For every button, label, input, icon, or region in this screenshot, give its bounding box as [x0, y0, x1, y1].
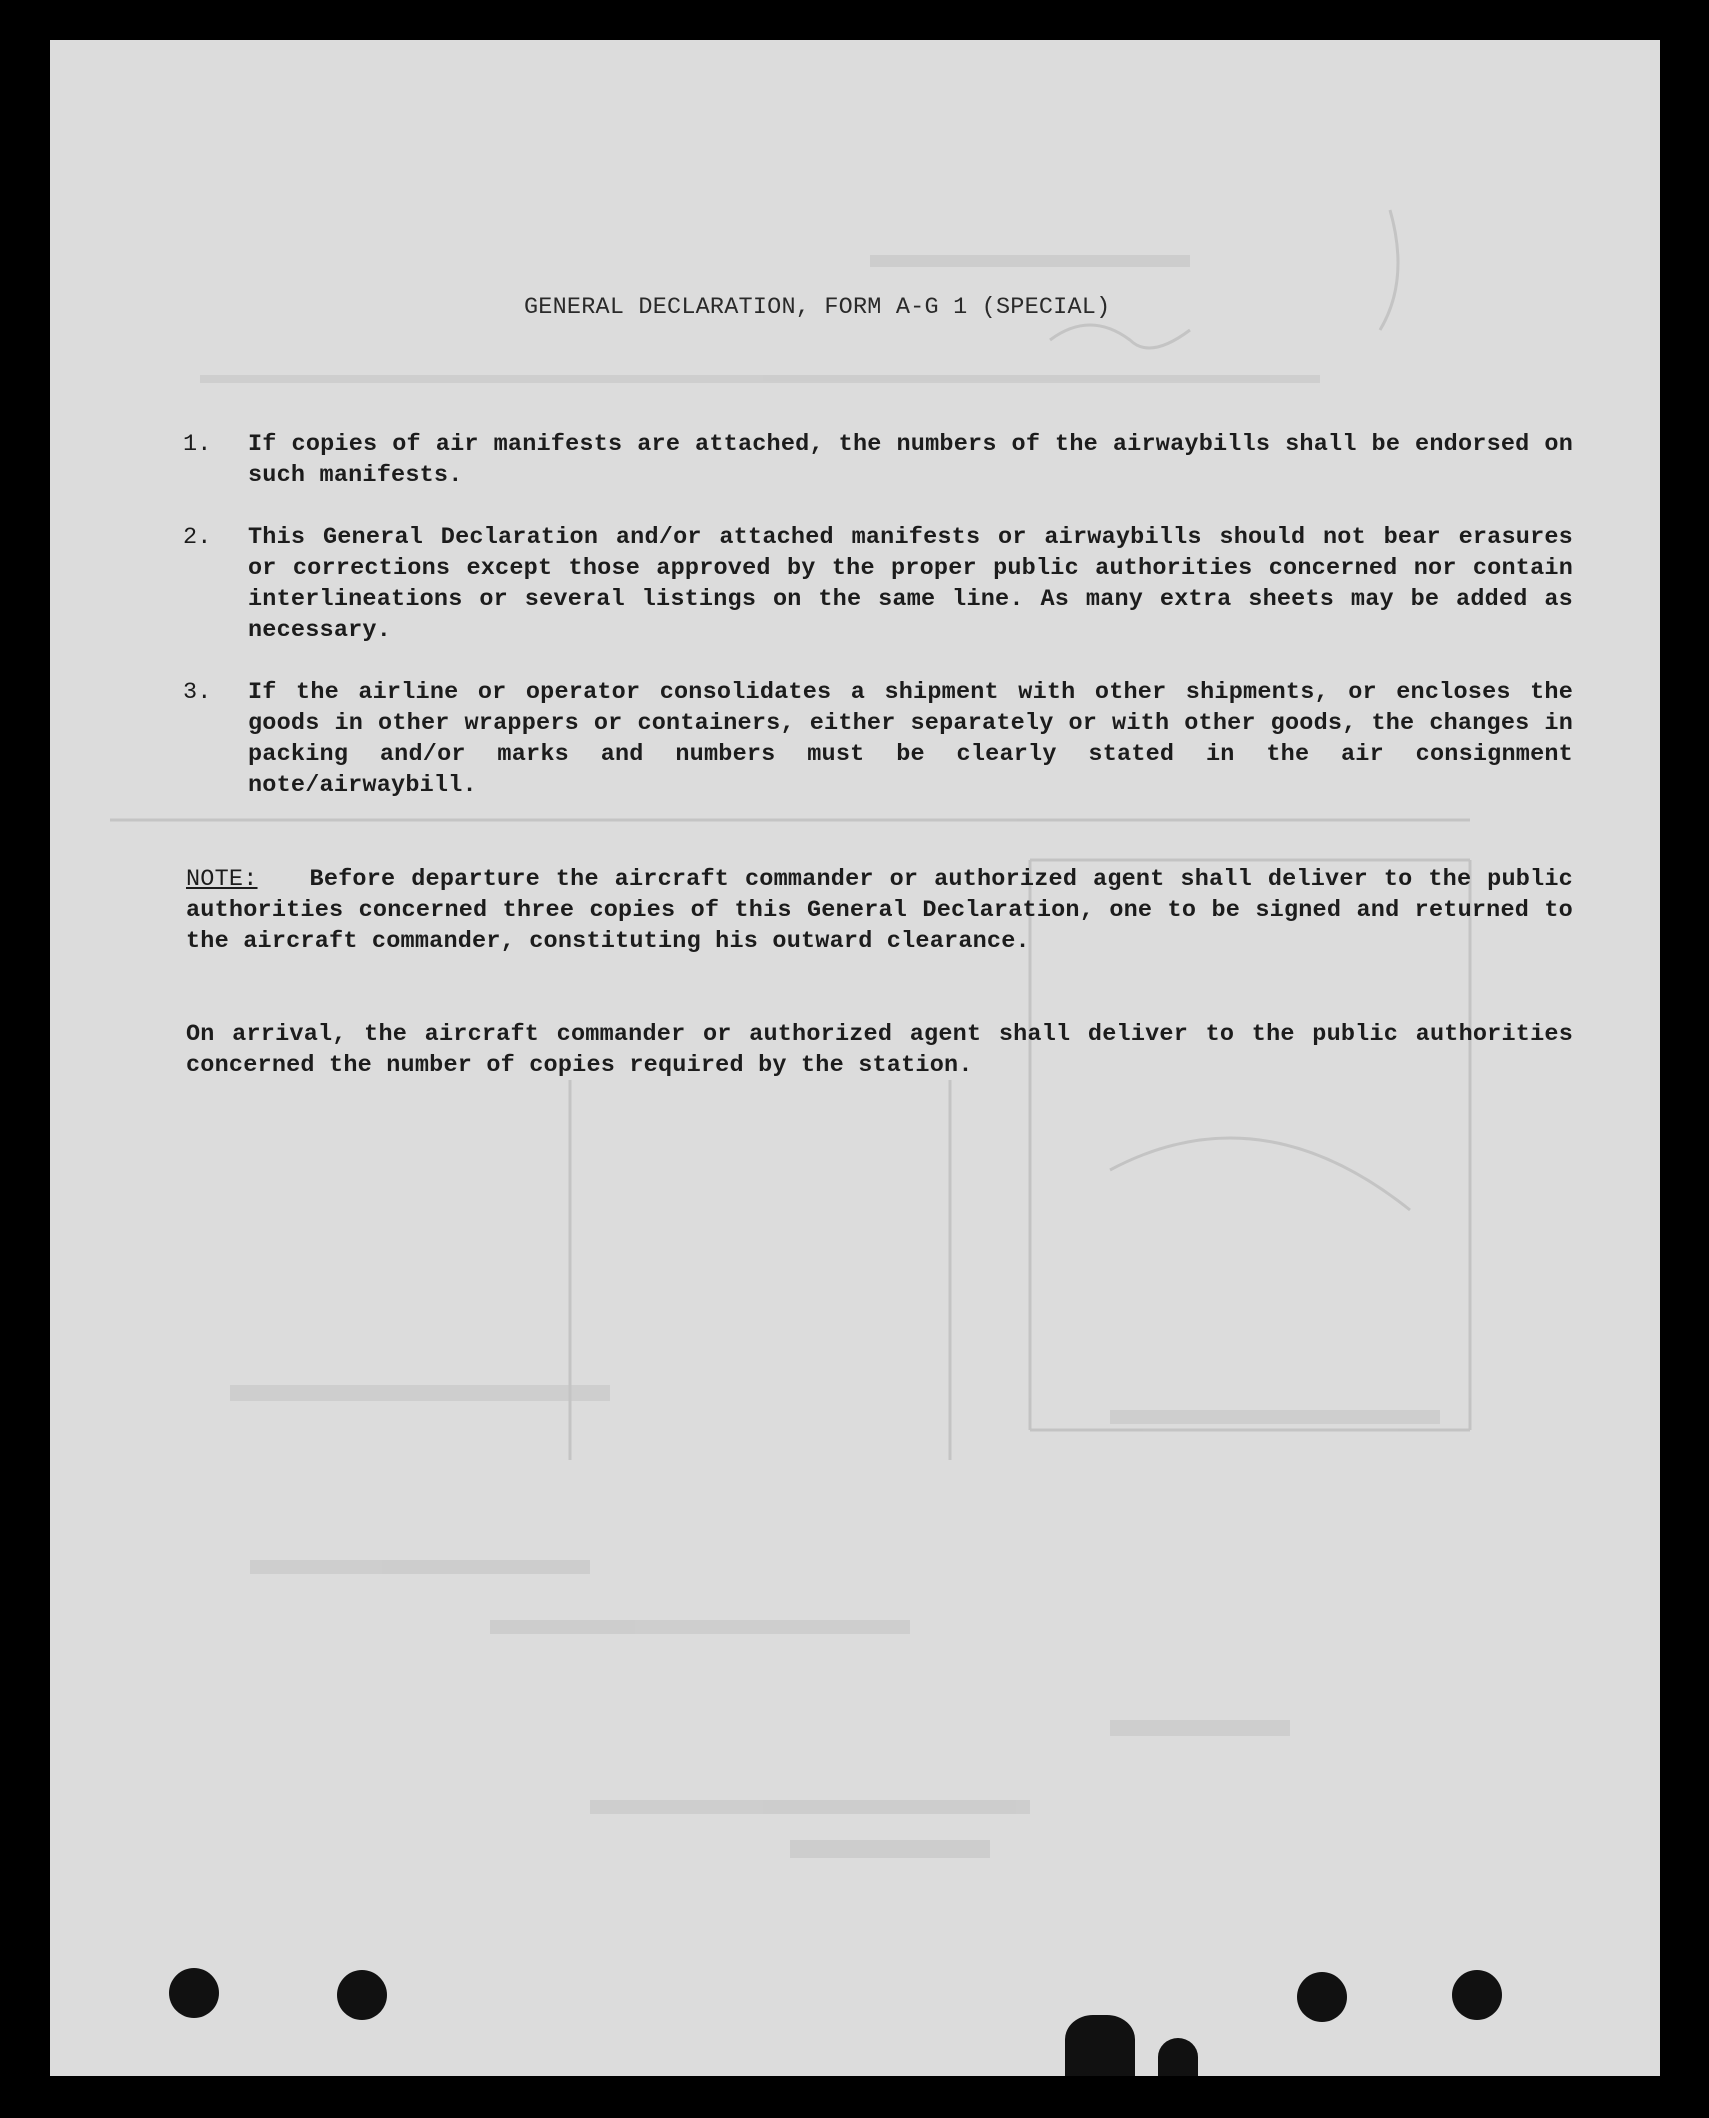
note-label: NOTE:	[186, 866, 258, 893]
list-item-text: If copies of air manifests are attached, the numbers of the airwaybills shall be endorsed on such manifests.	[248, 431, 1573, 489]
punch-hole	[337, 1970, 387, 2020]
punch-hole	[169, 1968, 219, 2018]
arrival-text: On arrival, the aircraft commander or authorized agent shall deliver to the public authorities concerned the number of copies required by the station.	[186, 1021, 1573, 1079]
binder-clip-shadow	[1065, 2015, 1135, 2076]
punch-hole	[1297, 1972, 1347, 2022]
binder-clip-shadow	[1158, 2038, 1198, 2076]
note-paragraph	[186, 864, 1573, 957]
list-item-number: 2.	[183, 524, 212, 551]
list-item-text: This General Declaration and/or attached manifests or airwaybills should not bear erasures or corrections except those approved by the proper public authorities concerned nor contain interlineations or several listings on the same line. As many extra sheets may be added as necessary.	[248, 524, 1573, 644]
document-page	[50, 40, 1660, 2076]
arrival-paragraph	[186, 1019, 1573, 1081]
list-item-text: If the airline or operator consolidates a shipment with other shipments, or encloses the goods in other wrappers or containers, either separately or with other goods, the changes in packing and/or marks and numbers must be clearly stated in the air consignment note/airwaybill.	[248, 679, 1573, 799]
list-item-number: 1.	[183, 431, 212, 458]
list-item-number: 3.	[183, 679, 212, 706]
note-text: Before departure the aircraft commander or authorized agent shall deliver to the public authorities concerned three copies of this General Declaration, one to be signed and returned to the aircraft commander, constituting his outward clearance.	[186, 866, 1573, 955]
page-title: GENERAL DECLARATION, FORM A-G 1 (SPECIAL)	[524, 294, 1111, 321]
punch-hole	[1452, 1970, 1502, 2020]
